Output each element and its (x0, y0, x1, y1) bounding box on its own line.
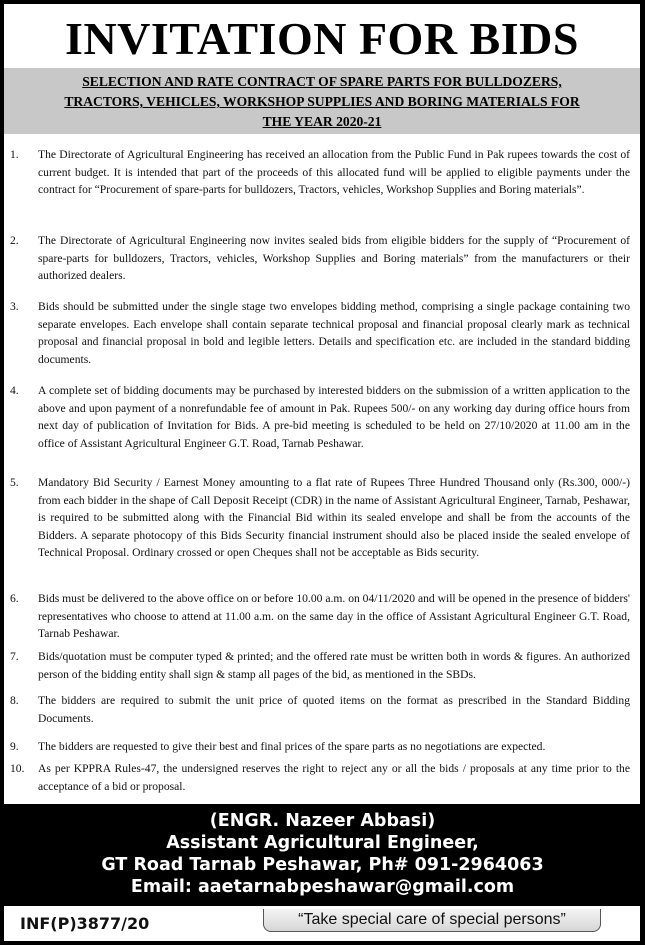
list-item (10, 474, 630, 562)
signatory-name: (ENGR. Nazeer Abbasi) (209, 811, 436, 831)
list-item (10, 738, 630, 756)
item-number: 8. (10, 694, 19, 707)
page-title: INVITATION FOR BIDS (65, 13, 579, 64)
reference-number: INF(P)3877/20 (20, 914, 150, 933)
signatory-designation: Assistant Agricultural Engineer, (166, 833, 479, 853)
subtitle (16, 72, 628, 132)
notice-body (4, 4, 640, 804)
item-number: 5. (10, 476, 19, 489)
subtitle-line: TRACTORS, VEHICLES, WORKSHOP SUPPLIES AND BORING MATERIALS FOR (64, 94, 580, 109)
list-item (10, 298, 630, 368)
item-text: Bids/quotation must be computer typed & printed; and the offered rate must be written both in words & figures. An authorized person of the bidding entity shall sign & stamp all pages of the bid, as mentioned in the SBDs. (38, 650, 630, 681)
item-text: A complete set of bidding documents may be purchased by interested bidders on the submission of a written application to the above and upon payment of a nonrefundable fee of amount in Pak. Rupees 500/- on any working day during office hours from next day of publication of Invitation for Bids. A pre-bid meeting is scheduled to be held on 27/10/2020 at 11.00 am in the office of Assistant Agricultural Engineer G.T. Road, Tarnab Peshawar. (38, 384, 630, 450)
subtitle-line: SELECTION AND RATE CONTRACT OF SPARE PARTS FOR BULLDOZERS, (82, 74, 562, 89)
list-item (10, 760, 630, 795)
item-number: 10. (10, 762, 25, 775)
item-text: Bids must be delivered to the above office on or before 10.00 a.m. on 04/11/2020 and will be opened in the presence of bidders' representatives who choose to attend at 11.00 a.m. on the same day in the office of Assistant Agricultural Engineer G.T. Road, Tarnab Peshawar. (38, 592, 630, 641)
item-number: 4. (10, 384, 19, 397)
item-number: 1. (10, 148, 19, 161)
item-number: 3. (10, 300, 19, 313)
footer (4, 906, 640, 941)
slogan-banner: “Take special care of special persons” (263, 909, 601, 932)
signatory-address: GT Road Tarnab Peshawar, Ph# 091-2964063 (101, 855, 544, 875)
item-text: The bidders are required to submit the unit price of quoted items on the format as prescribed in the Standard Bidding Documents. (38, 694, 630, 725)
list-item (10, 382, 630, 452)
subtitle-band (4, 68, 640, 134)
list-item (10, 692, 630, 727)
subtitle-line: THE YEAR 2020-21 (262, 114, 382, 129)
item-number: 6. (10, 592, 19, 605)
signature-block (0, 806, 645, 904)
item-number: 9. (10, 740, 19, 753)
item-text: As per KPPRA Rules-47, the undersigned reserves the right to reject any or all the bids / proposals at any time prior to the acceptance of a bid or proposal. (38, 762, 630, 793)
item-number: 2. (10, 234, 19, 247)
list-item (10, 146, 630, 199)
item-text: The Directorate of Agricultural Engineering now invites sealed bids from eligible bidders for the supply of “Procurement of spare-parts for bulldozers, Tractors, vehicles, Workshop Supplies and Boring materials” from the manufacturers or their authorized dealers. (38, 234, 630, 283)
item-text: The Directorate of Agricultural Engineering has received an allocation from the Public Fund in Pak rupees towards the cost of current budget. It is intended that part of the proceeds of this allocated fund will be applied to eligible payments under the contract for “Procurement of spare-parts for bulldozers, Tractors, vehicles, Workshop Supplies and Boring materials”. (38, 148, 630, 197)
item-text: Mandatory Bid Security / Earnest Money amounting to a flat rate of Rupees Three Hundred Thousand only (Rs.300, 000/-) from each bidder in the shape of Call Deposit Receipt (CDR) in the name of Assistant Agricultural Engineer, Tarnab, Peshawar, is required to be submitted along with the Financial Bid within its sealed envelope and shall be from the accounts of the Bidders. A separate photocopy of this Bids Security financial instrument should also be placed inside the sealed envelope of Technical Proposal. Ordinary crossed or open Cheques shall not be acceptable as Bids security. (38, 476, 630, 560)
signatory-email: Email: aaetarnabpeshawar@gmail.com (130, 877, 515, 897)
list-item (10, 590, 630, 643)
item-number: 7. (10, 650, 19, 663)
item-text: Bids should be submitted under the single stage two envelopes bidding method, comprising a single package containing two separate envelopes. Each envelope shall contain separate technical proposal and financial proposal clearly mark as technical proposal and financial proposal in bold and legible letters. Details and specification etc. are included in the standard bidding documents. (38, 300, 630, 366)
list-item (10, 648, 630, 683)
list-item (10, 232, 630, 285)
item-text: The bidders are requested to give their best and final prices of the spare parts as no negotiations are expected. (38, 740, 546, 753)
